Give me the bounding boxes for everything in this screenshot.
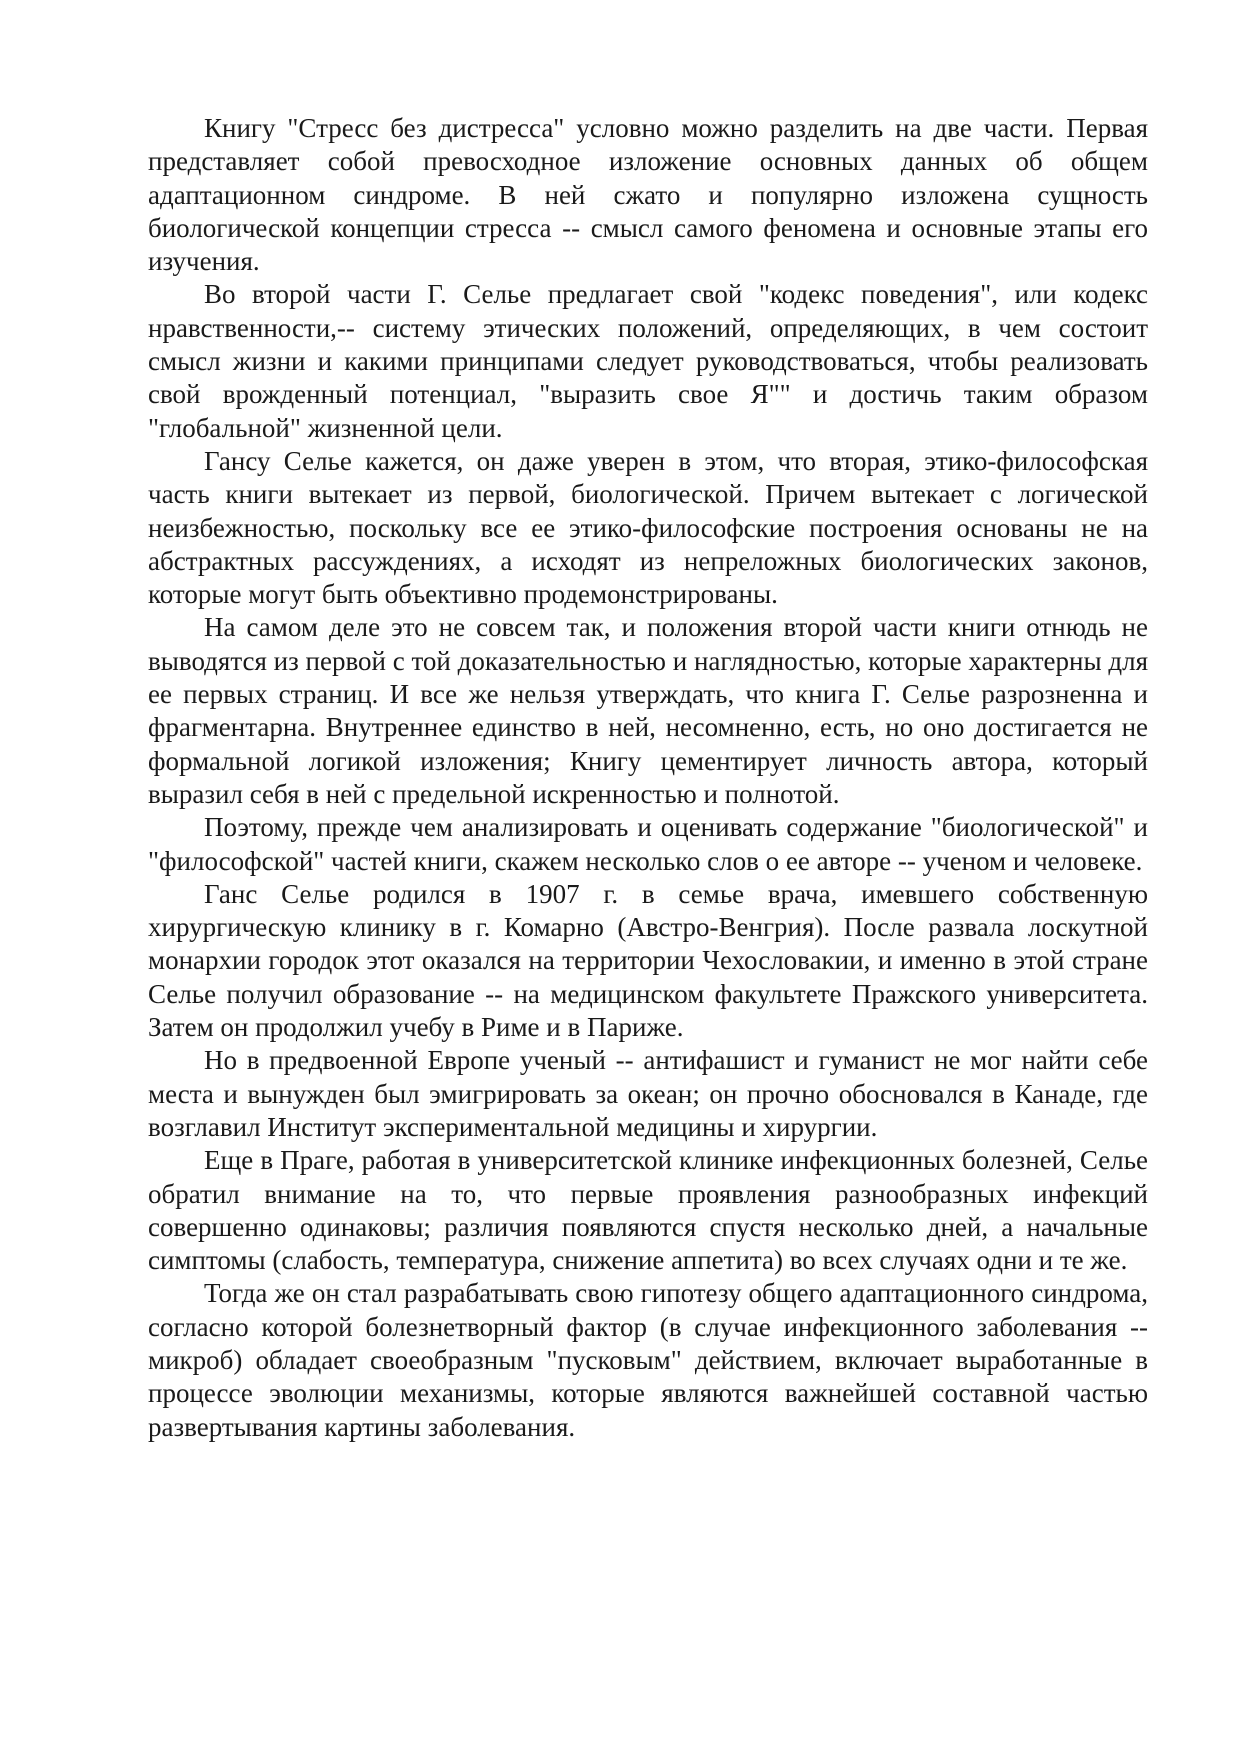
paragraph-hypothesis: Тогда же он стал разрабатывать свою гипотезу общего адаптационного синдрома, согласно которой болезнетворный фактор (в случае инфекционного заболевания -- микроб) обладает своеобразным "пусковым" действием, включает выработанные в процессе эволюции механизмы, которые являются важнейшей составной частью развертывания картины заболевания. [148,1278,1148,1442]
paragraph-selye-belief: Гансу Селье кажется, он даже уверен в этом, что вторая, этико-философская часть книги вытекает из первой, биологической. Причем вытекает с логической неизбежностью, поскольку все ее этико-философские построения основаны не на абстрактных рассуждениях, а исходят из непреложных биологических законов, которые могут быть объективно продемонстрированы. [148,445,1148,610]
paragraph-code-of-conduct: Во второй части Г. Селье предлагает свой "кодекс поведения", или кодекс нравственности,-- систему этических положений, определяющих, в чем состоит смысл жизни и какими принципами следует руководствоваться, чтобы реализовать свой врожденный потенциал, "выразить свое Я"" и достичь таким образом "глобальной" жизненной цели. [148,279,1148,443]
paragraph-about-author: Поэтому, прежде чем анализировать и оценивать содержание "биологической" и "философской" частей книги, скажем несколько слов о ее авторе -- ученом и человеке. [148,812,1148,876]
paragraph-emigration: Но в предвоенной Европе ученый -- антифашист и гуманист не мог найти себе места и вынужден был эмигрировать за океан; он прочно обосновался в Канаде, где возглавил Институт экспериментальной медицины и хирургии. [148,1045,1148,1142]
paragraph-prague-observation: Еще в Праге, работая в университетской клинике инфекционных болезней, Селье обратил внимание на то, что первые проявления разнообразных инфекций совершенно одинаковы; различия появляются спустя несколько дней, а начальные симптомы (слабость, температура, снижение аппетита) во всех случаях одни и те же. [148,1145,1148,1276]
paragraph-unity: На самом деле это не совсем так, и положения второй части книги отнюдь не выводятся из первой с той доказательностью и наглядностью, которые характерны для ее первых страниц. И все же нельзя утверждать, что книга Г. Селье разрозненна и фрагментарна. Внутреннее единство в ней, несомненно, есть, но оно достигается не формальной логикой изложения; Книгу цементирует личность автора, который выразил себя в ней с предельной искренностью и полнотой. [148,612,1148,809]
paragraph-biography: Ганс Селье родился в 1907 г. в семье врача, имевшего собственную хирургическую клинику в г. Комарно (Австро-Венгрия). После развала лоскутной монархии городок этот оказался на территории Чехословакии, и именно в этой стране Селье получил образование -- на медицинском факультете Пражского университета. Затем он продолжил учебу в Риме и в Париже. [148,878,1148,1043]
document-page [148,112,1148,1444]
paragraph-intro-parts: Книгу "Стресс без дистресса" условно можно разделить на две части. Первая представляет собой превосходное изложение основных данных об общем адаптационном синдроме. В ней сжато и популярно изложена сущность биологической концепции стресса -- смысл самого феномена и основные этапы его изучения. [148,113,1148,277]
